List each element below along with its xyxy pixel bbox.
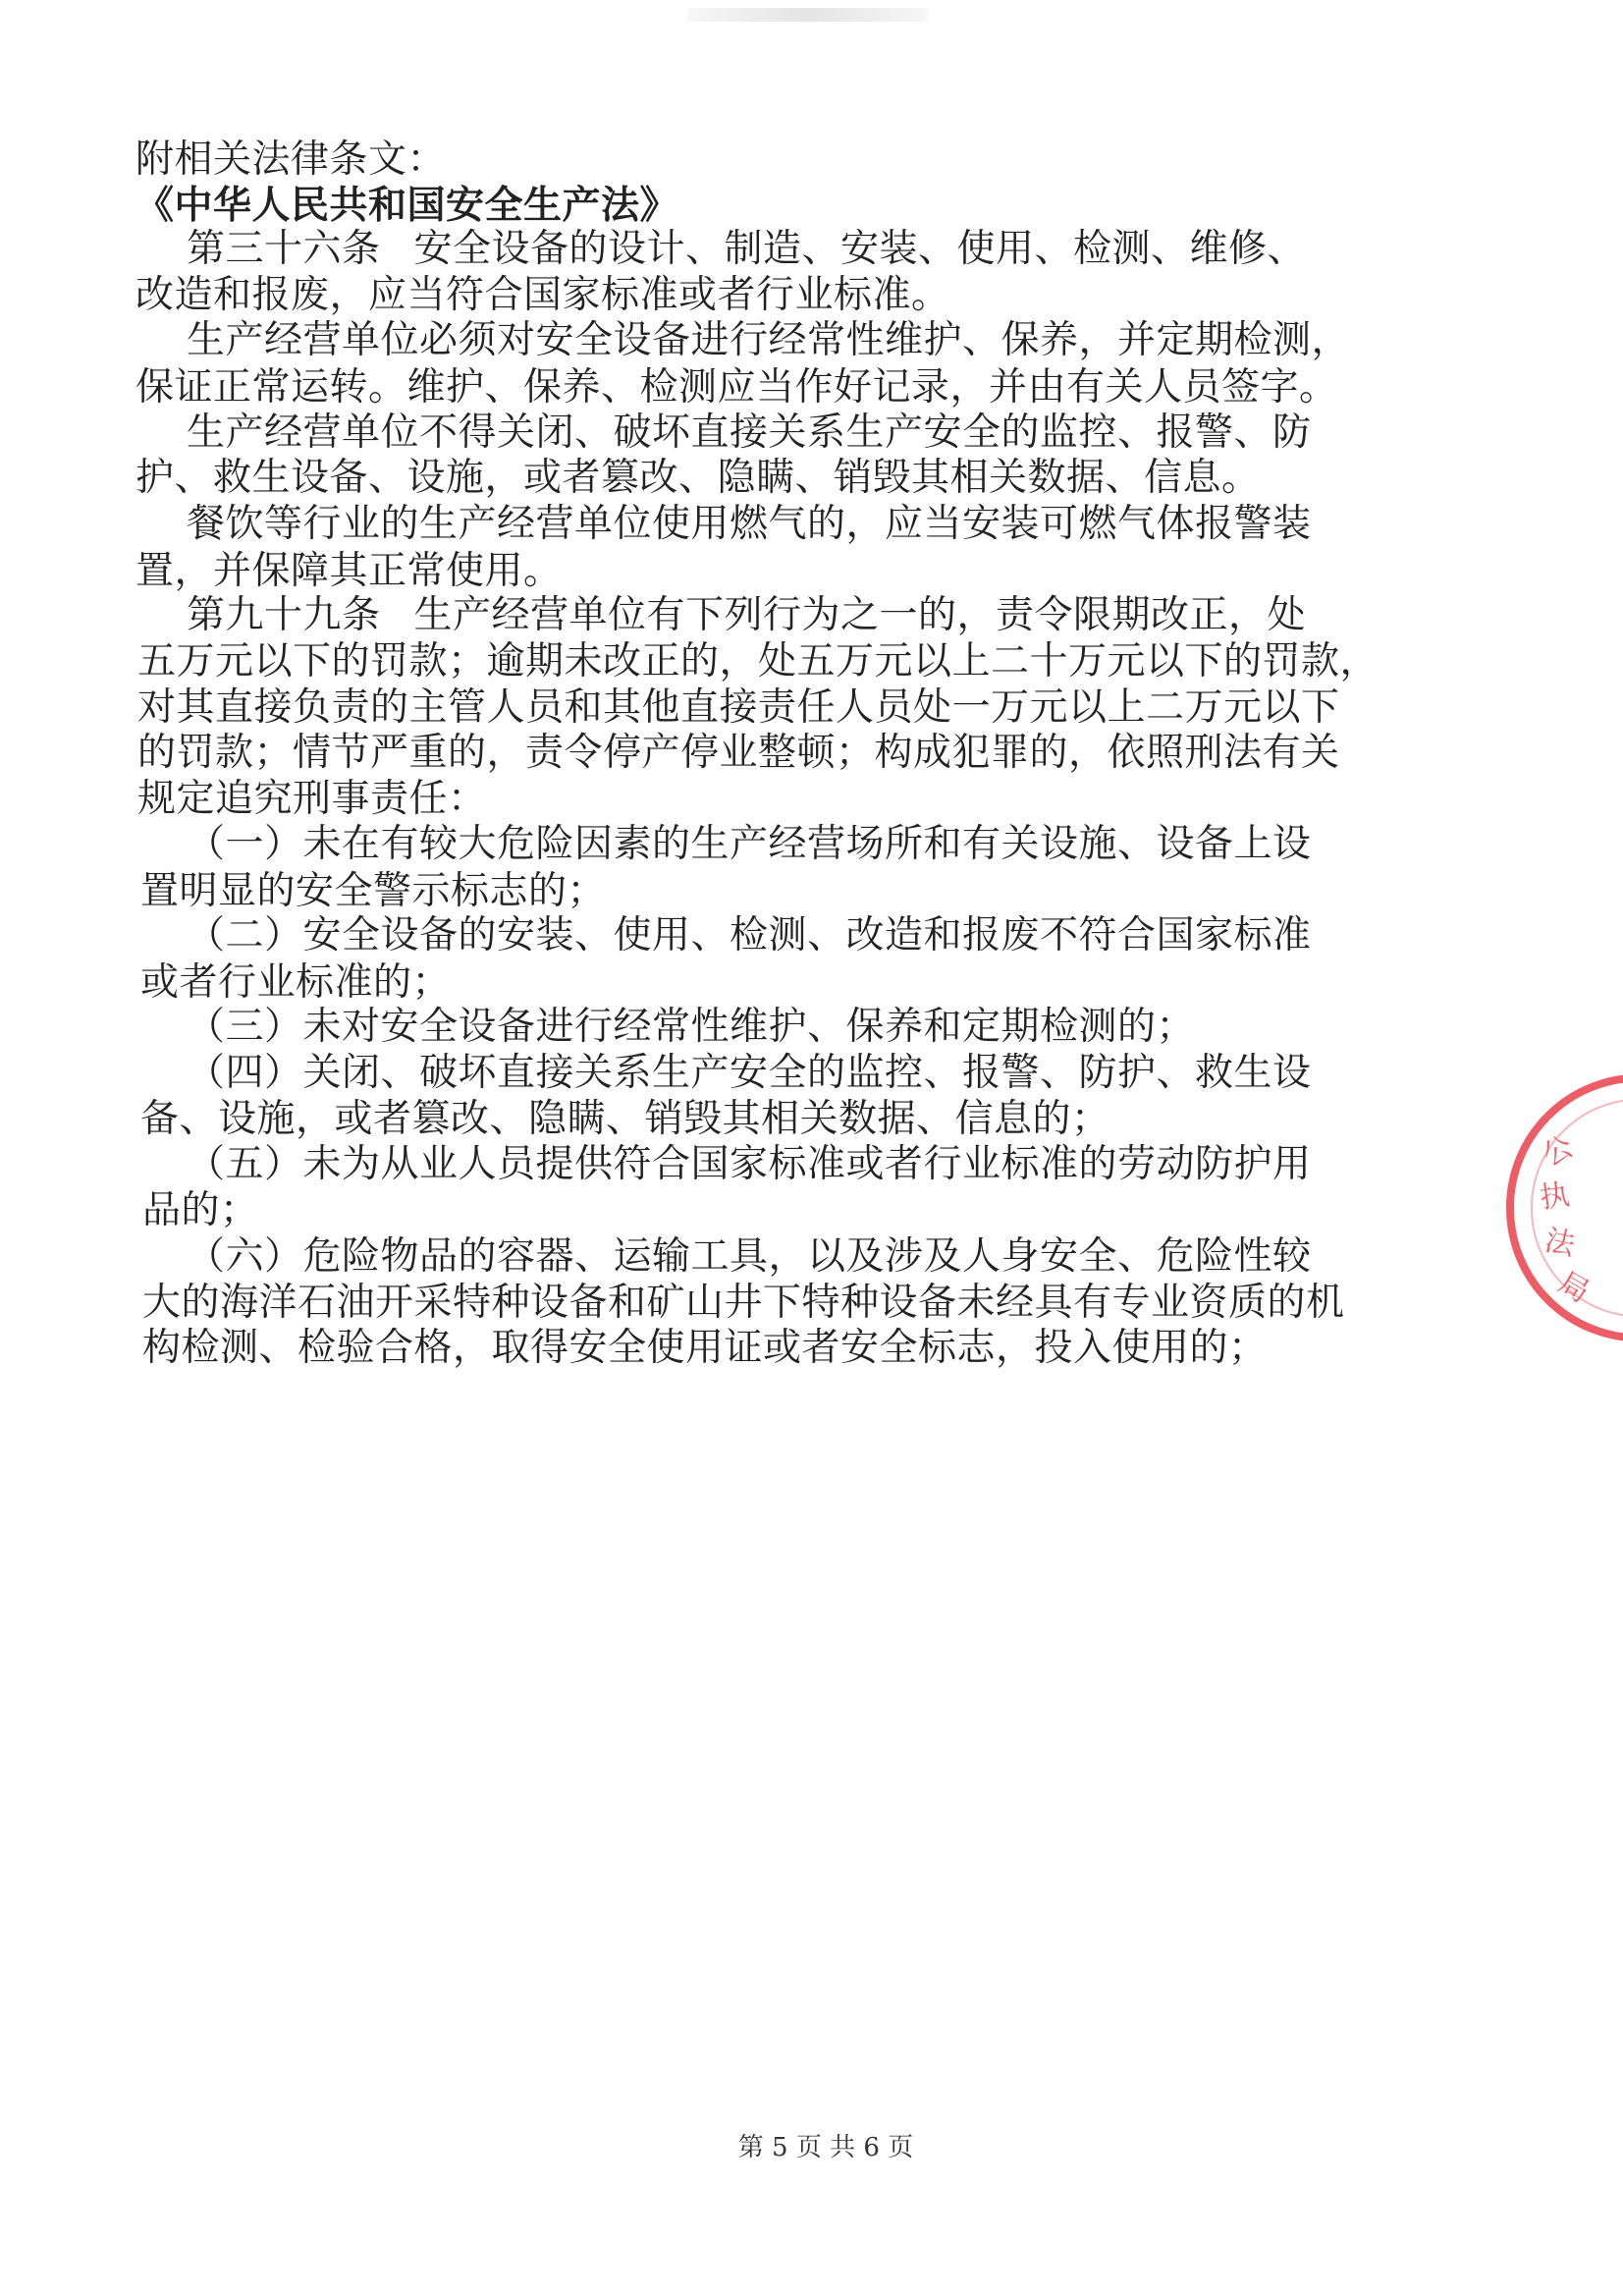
article-99-line-1 (187, 591, 1306, 640)
article-36-paragraph-4-rest: 置，并保障其正常使用。 (135, 549, 563, 593)
item-2-start: （二）安全设备的安装、使用、检测、改造和报废不符合国家标准 (187, 913, 1312, 957)
svg-text:法: 法 (1542, 1223, 1578, 1264)
item-3: （三）未对安全设备进行经常性维护、保养和定期检测的； (187, 1005, 1196, 1049)
article-36-paragraph-3-start: 生产经营单位不得关闭、破坏直接关系生产安全的监控、报警、防 (187, 410, 1312, 455)
article-36-paragraph-2-rest: 保证正常运转。维护、保养、检测应当作好记录，并由有关人员签字。 (135, 365, 1338, 410)
article-36-paragraph-2-start: 生产经营单位必须对安全设备进行经常性维护、保养，并定期检测， (187, 318, 1351, 362)
item-1-rest: 置明显的安全警示标志的； (140, 869, 607, 913)
item-2-rest: 或者行业标准的； (140, 960, 452, 1005)
item-5-rest: 品的； (142, 1188, 259, 1232)
article-99-text-start: 生产经营单位有下列行为之一的，责令限期改正，处 (413, 593, 1307, 637)
item-6-line-2: 大的海洋石油开采特种设备和矿山井下特种设备未经具有专业资质的机 (142, 1281, 1345, 1325)
article-36-paragraph-4-start: 餐饮等行业的生产经营单位使用燃气的，应当安装可燃气体报警装 (187, 502, 1312, 546)
article-36-paragraph-1-start: 安全设备的设计、制造、安装、使用、检测、维修、 (413, 227, 1307, 271)
item-6-line-3: 构检测、检验合格，取得安全使用证或者安全标志，投入使用的； (142, 1326, 1268, 1370)
page-number: 第 5 页 共 6 页 (737, 2133, 914, 2162)
svg-text:执: 执 (1538, 1177, 1572, 1216)
article-99-line-5: 规定追究刑事责任： (137, 777, 487, 821)
svg-text:局: 局 (1552, 1265, 1596, 1310)
item-6-start: （六）危险物品的容器、运输工具，以及涉及人身安全、危险性较 (187, 1234, 1312, 1279)
item-1-start: （一）未在有较大危险因素的生产经营场所和有关设施、设备上设 (187, 822, 1312, 866)
article-99-line-2: 五万元以下的罚款；逾期未改正的，处五万元以上二十万元以下的罚款， (137, 639, 1380, 683)
item-4-rest: 备、设施，或者篡改、隐瞒、销毁其相关数据、信息的； (140, 1097, 1110, 1141)
top-scan-mark (687, 8, 928, 22)
svg-text:公: 公 (1537, 1129, 1580, 1175)
article-36-paragraph-1-rest: 改造和报废，应当符合国家标准或者行业标准。 (135, 273, 950, 317)
article-99-line-4: 的罚款；情节严重的，责令停产停业整顿；构成犯罪的，依照刑法有关 (137, 731, 1340, 775)
official-seal (1502, 1061, 1623, 1355)
attachment-intro: 附相关法律条文： (135, 137, 447, 182)
law-title: 《中华人民共和国安全生产法》 (135, 183, 679, 228)
item-4-start: （四）关闭、破坏直接关系生产安全的监控、报警、防护、救生设 (187, 1051, 1312, 1095)
article-36-paragraph-3-rest: 护、救生设备、设施，或者篡改、隐瞒、销毁其相关数据、信息。 (135, 456, 1261, 500)
article-36-heading: 第三十六条 (187, 227, 381, 271)
article-36-line-1 (187, 225, 1307, 274)
article-99-line-3: 对其直接负责的主管人员和其他直接责任人员处一万元以上二万元以下 (137, 685, 1340, 730)
article-99-heading: 第九十九条 (187, 593, 381, 637)
item-5-start: （五）未为从业人员提供符合国家标准或者行业标准的劳动防护用 (187, 1142, 1312, 1186)
